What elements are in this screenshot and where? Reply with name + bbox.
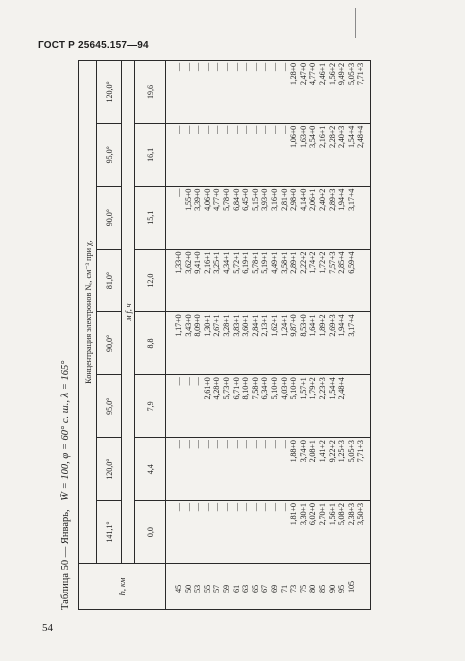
index-cell: 15,1 <box>135 186 166 249</box>
index-cell: 19,6 <box>135 61 166 124</box>
height-header: h, км <box>79 564 166 610</box>
data-column <box>166 312 371 375</box>
table-cell: — <box>241 125 251 134</box>
table-cell: 8,09+0 <box>193 314 203 337</box>
table-cell: 3,50+3 <box>356 503 366 526</box>
data-column <box>166 186 371 249</box>
table-cell: — <box>269 503 279 512</box>
table-cell: 2,13+1 <box>260 314 270 337</box>
table-cell: 3,39+0 <box>193 188 203 211</box>
index-cell: 0,0 <box>135 501 166 564</box>
table-cell: — <box>174 63 183 72</box>
data-column <box>166 123 371 186</box>
table-cell: — <box>183 440 193 449</box>
table-cell: 57 <box>212 585 222 593</box>
table-cell: 53 <box>193 585 203 593</box>
table-cell: 1,64+1 <box>308 314 318 337</box>
table-cell: 7,58+0 <box>250 377 260 400</box>
table-cell: — <box>193 377 203 386</box>
local-time-header: м f, ч <box>122 61 135 564</box>
data-column <box>166 438 371 501</box>
table-cell: 5,08+2 <box>337 503 347 526</box>
table-cell: 4,14+0 <box>298 188 308 211</box>
table-cell: 2,89+1 <box>289 251 299 274</box>
table-cell: 55 <box>202 585 212 593</box>
scan-mark <box>355 8 356 38</box>
table-caption-title: Таблица 50 — Январь, <box>60 509 71 610</box>
table-cell: — <box>231 125 241 134</box>
table-cell: — <box>183 63 193 72</box>
table-cell: 69 <box>269 585 279 593</box>
table-cell: 8,53+0 <box>298 314 308 337</box>
table-cell: 1,79+2 <box>308 377 318 400</box>
table-cell: 59 <box>221 585 231 593</box>
table-cell: — <box>231 440 241 449</box>
table-cell: 50 <box>183 585 193 593</box>
table-cell: 2,89+3 <box>327 188 337 211</box>
table-cell: — <box>279 440 289 449</box>
table-cell: — <box>221 125 231 134</box>
table-cell: 2,69+3 <box>327 314 337 337</box>
table-cell: 2,47+0 <box>298 63 308 86</box>
table-cell: — <box>221 503 231 512</box>
rotated-table-block <box>58 60 448 610</box>
table-cell: 6,59+4 <box>346 251 356 274</box>
electron-concentration-table <box>78 60 371 610</box>
table-cell: — <box>260 125 270 134</box>
table-cell: 1,56+2 <box>327 63 337 86</box>
table-cell: 2,23+3 <box>317 377 327 400</box>
table-cell: 1,62+1 <box>269 314 279 337</box>
table-cell: 4,77+0 <box>212 188 222 211</box>
table-body-row <box>166 61 371 610</box>
table-cell: — <box>269 125 279 134</box>
table-cell: 7,71+3 <box>356 63 366 86</box>
table-cell: — <box>183 503 193 512</box>
angle-cell: 90,0° <box>97 312 122 375</box>
table-cell: 80 <box>308 585 318 593</box>
table-cell: 2,40+3 <box>337 125 347 149</box>
table-cell: 2,22+2 <box>298 251 308 274</box>
table-cell: — <box>202 503 212 512</box>
data-column <box>166 61 371 124</box>
table-cell: — <box>183 125 193 134</box>
table-cell: — <box>174 503 183 512</box>
page-header: ГОСТ Р 25645.157—94 <box>38 40 149 51</box>
table-cell: 63 <box>241 585 251 593</box>
angle-cell: 141,1° <box>97 501 122 564</box>
table-cell: 6,71+0 <box>231 377 241 400</box>
table-cell: 1,56+1 <box>327 503 337 526</box>
table-cell: — <box>279 125 289 134</box>
table-cell: 1,17+0 <box>174 314 183 337</box>
table-cell: 8,10+0 <box>241 377 251 400</box>
table-cell: 2,46+1 <box>317 63 327 86</box>
table-cell: 3,30+1 <box>298 503 308 526</box>
table-cell: 4,77+0 <box>308 63 318 86</box>
table-cell: 1,54+4 <box>346 125 356 149</box>
table-cell: 6,02+0 <box>308 503 318 526</box>
table-cell: 3,60+1 <box>241 314 251 337</box>
table-cell: 1,81+0 <box>289 503 299 526</box>
table-cell: — <box>212 63 222 72</box>
table-cell: — <box>250 503 260 512</box>
table-cell: 2,70+1 <box>317 503 327 526</box>
table-cell: — <box>221 440 231 449</box>
table-cell: 3,83+1 <box>231 314 241 337</box>
table-cell: 1,33+0 <box>174 251 183 274</box>
table-cell: — <box>202 125 212 134</box>
table-cell: — <box>202 63 212 72</box>
table-cell: — <box>279 503 289 512</box>
table-cell: 4,03+0 <box>279 377 289 400</box>
table-cell: 9,22+2 <box>327 440 337 463</box>
table-cell: 9,49+2 <box>337 63 347 86</box>
index-row <box>135 61 166 610</box>
table-cell: 2,67+1 <box>212 314 222 337</box>
table-cell: 4,34+1 <box>221 251 231 274</box>
table-cell: 2,98+0 <box>289 188 299 211</box>
table-cell: 4,06+0 <box>202 188 212 211</box>
table-cell: 1,74+2 <box>308 251 318 274</box>
table-cell: 1,57+1 <box>298 377 308 400</box>
table-cell: 3,25+1 <box>212 251 222 274</box>
table-cell <box>356 315 366 373</box>
table-cell: 3,16+0 <box>269 188 279 211</box>
table-cell: 3,28+1 <box>221 314 231 337</box>
table-cell: 2,16+1 <box>317 125 327 149</box>
table-caption-params: W̄ = 100, φ = 60° с. ш., λ = 165° <box>60 360 71 501</box>
angle-row <box>97 61 122 610</box>
table-cell: — <box>193 63 203 72</box>
table-cell: 1,72+2 <box>317 251 327 274</box>
table-cell: 2,08+1 <box>308 440 318 463</box>
table-cell: — <box>250 63 260 72</box>
index-cell: 8,8 <box>135 312 166 375</box>
table-cell: 5,05+3 <box>346 63 356 86</box>
table-cell: 2,28+2 <box>327 125 337 149</box>
table-cell: 1,30+1 <box>202 314 212 337</box>
table-cell: 1,41+2 <box>317 440 327 463</box>
table-cell: — <box>183 377 193 386</box>
table-cell: 5,72+1 <box>231 251 241 274</box>
index-cell: 4,4 <box>135 438 166 501</box>
table-cell: 4,28+0 <box>212 377 222 400</box>
table-cell <box>356 377 366 435</box>
table-cell: 5,05+3 <box>346 440 356 463</box>
table-cell: 65 <box>250 585 260 593</box>
table-cell: 2,85+4 <box>337 251 347 274</box>
table-cell: — <box>260 440 270 449</box>
table-cell: 5,10+0 <box>289 377 299 400</box>
table-cell: 7,57+3 <box>327 251 337 274</box>
page-number: 54 <box>42 622 53 634</box>
table-cell: — <box>174 377 183 386</box>
index-cell: 16,1 <box>135 123 166 186</box>
table-cell: 6,34+0 <box>260 377 270 400</box>
table-cell: — <box>241 503 251 512</box>
table-cell: 6,19+1 <box>241 251 251 274</box>
table-cell: — <box>279 63 289 72</box>
table-cell: — <box>212 440 222 449</box>
table-cell: 1,54+4 <box>327 377 337 400</box>
table-cell: 9,87+0 <box>289 314 299 337</box>
data-column <box>166 249 371 312</box>
table-cell: 5,78+1 <box>250 251 260 274</box>
table-cell: — <box>193 440 203 449</box>
table-cell: 73 <box>289 585 299 593</box>
data-column <box>166 375 371 438</box>
table-cell: 3,58+1 <box>279 251 289 274</box>
table-cell: — <box>202 440 212 449</box>
table-cell: 1,88+0 <box>289 440 299 463</box>
table-cell: — <box>231 503 241 512</box>
angle-cell: 95,0° <box>97 123 122 186</box>
table-cell: — <box>193 503 203 512</box>
table-cell: 75 <box>298 585 308 593</box>
table-cell: 2,84+1 <box>250 314 260 337</box>
table-cell: — <box>174 188 183 197</box>
angle-cell: 120,0° <box>97 61 122 124</box>
table-caption <box>58 60 74 610</box>
table-cell: — <box>269 63 279 72</box>
table-cell: 4,49+1 <box>269 251 279 274</box>
angle-cell: 120,0° <box>97 438 122 501</box>
data-column <box>166 501 371 564</box>
table-cell: 7,71+3 <box>356 440 366 463</box>
table-cell: 9,41+0 <box>193 251 203 274</box>
concentration-header: Концентрация электронов Nₑ, см⁻³ при χ, <box>79 61 97 564</box>
table-cell: 1,89+2 <box>317 314 327 337</box>
table-cell: 1,28+0 <box>289 63 299 86</box>
table-cell: 3,93+0 <box>260 188 270 211</box>
table-cell: 2,48+4 <box>356 125 366 149</box>
table-cell: — <box>260 503 270 512</box>
table-cell: 5,78+0 <box>221 188 231 211</box>
table-cell: 71 <box>279 585 289 593</box>
table-cell: — <box>174 125 183 134</box>
table-cell: 1,25+3 <box>337 440 347 463</box>
table-cell: 1,94+4 <box>337 314 347 337</box>
table-cell: 2,48+4 <box>337 377 347 400</box>
table-cell: 2,38+3 <box>346 503 356 526</box>
table-cell: 95 <box>337 585 347 593</box>
table-cell <box>356 252 366 310</box>
table-cell: — <box>269 440 279 449</box>
table-cell: 1,24+1 <box>279 314 289 337</box>
table-cell: 90 <box>327 585 337 593</box>
table-cell: 5,10+0 <box>269 377 279 400</box>
table-cell: 2,16+1 <box>202 251 212 274</box>
table-cell: 6,45+0 <box>241 188 251 211</box>
angle-cell: 81,0° <box>97 249 122 312</box>
table-cell: — <box>221 63 231 72</box>
table-cell: 1,63+0 <box>298 125 308 149</box>
table-cell: — <box>260 63 270 72</box>
table-cell: 1,06+0 <box>289 125 299 149</box>
table-cell: — <box>250 440 260 449</box>
table-cell: 3,74+0 <box>298 440 308 463</box>
table-cell: 6,84+0 <box>231 188 241 211</box>
table-cell: 2,06+1 <box>308 188 318 211</box>
table-cell: 61 <box>231 585 241 593</box>
table-cell: 2,40+2 <box>317 188 327 211</box>
table-cell: 3,62+0 <box>183 251 193 274</box>
table-cell: 1,55+0 <box>183 188 193 211</box>
table-cell: 5,73+0 <box>221 377 231 400</box>
angle-cell: 95,0° <box>97 375 122 438</box>
table-cell: — <box>174 440 183 449</box>
table-cell: 3,17+4 <box>346 314 356 337</box>
table-cell: 5,19+1 <box>260 251 270 274</box>
table-cell: 85 <box>317 585 327 593</box>
table-cell <box>356 189 366 247</box>
table-cell: 105 <box>346 581 356 593</box>
table-cell: — <box>241 63 251 72</box>
table-cell: 2,61+0 <box>202 377 212 400</box>
table-cell: — <box>231 63 241 72</box>
height-column <box>166 564 371 610</box>
table-cell: 5,15+0 <box>250 188 260 211</box>
angle-cell: 90,0° <box>97 186 122 249</box>
table-cell: — <box>212 125 222 134</box>
table-cell: 3,43+0 <box>183 314 193 337</box>
table-cell: 2,81+0 <box>279 188 289 211</box>
table-cell: — <box>212 503 222 512</box>
index-cell: 12,0 <box>135 249 166 312</box>
table-cell <box>347 377 357 435</box>
table-cell: 3,54+0 <box>308 125 318 149</box>
table-cell: — <box>241 440 251 449</box>
table-cell: 67 <box>260 585 270 593</box>
table-cell: — <box>250 125 260 134</box>
index-cell: 7,9 <box>135 375 166 438</box>
table-cell: 45 <box>174 585 183 593</box>
table-cell: 3,17+4 <box>346 188 356 211</box>
table-cell: 1,94+4 <box>337 188 347 211</box>
table-cell: — <box>193 125 203 134</box>
